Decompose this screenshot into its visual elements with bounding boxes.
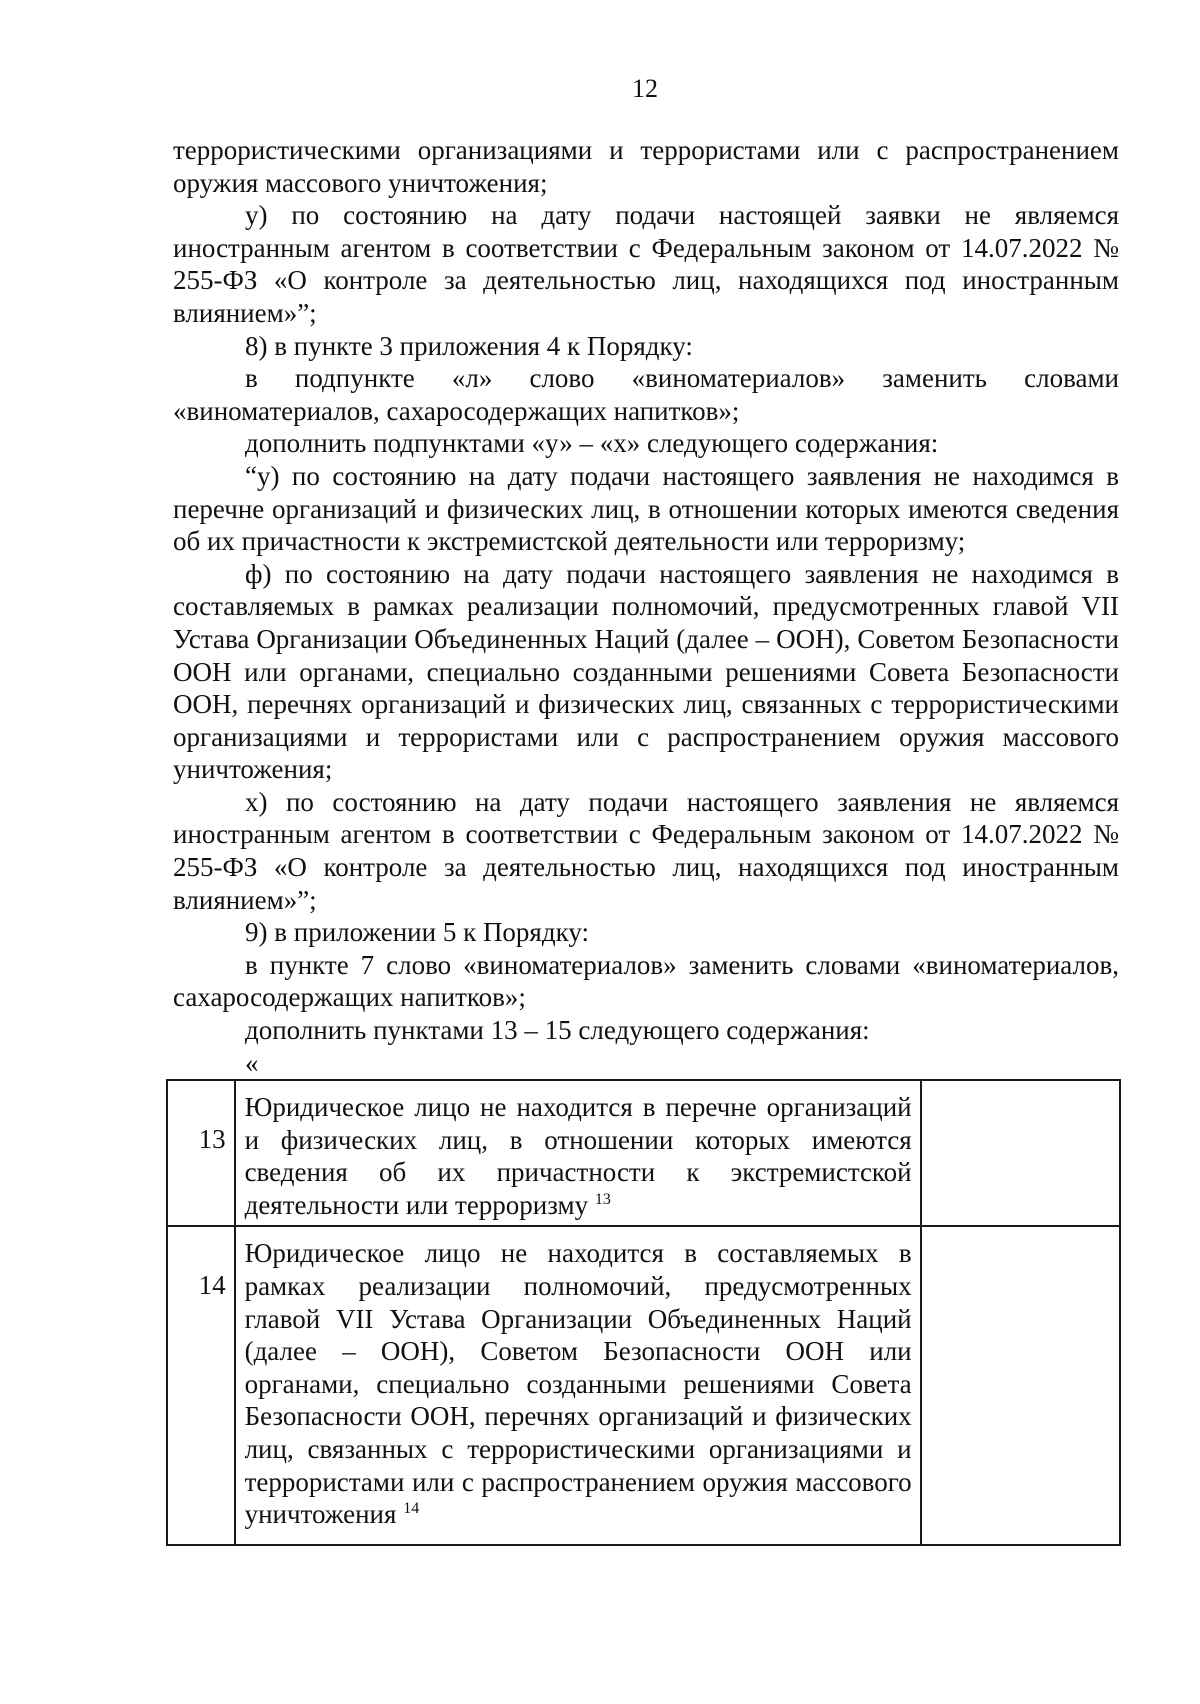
row-text-content: Юридическое лицо не находится в перечне организаций и физических лиц, в отношении которых имеются сведения об их причастности к экстремистской деятельности или терроризму (244, 1092, 912, 1220)
paragraph-continuation: террористическими организациями и террористами или с распространением оружия массового уничтожения; (173, 135, 1119, 198)
paragraph-item-h: х) по состоянию на дату подачи настоящего заявления не являемся иностранным агентом в соответствии с Федеральным законом от 14.07.2022 № 255-ФЗ «О контроле за деятельностью лиц, находящихся под иностранным влиянием»”; (173, 786, 1119, 915)
row-number: 13 (167, 1080, 235, 1226)
paragraph-point-7: в пункте 7 слово «виноматериалов» заменить словами «виноматериалов, сахаросодержащих напитков»; (173, 949, 1119, 1013)
table-row (167, 1226, 1120, 1545)
paragraph-point-8: 8) в пункте 3 приложения 4 к Порядку: (245, 330, 693, 361)
paragraph-item-u-application: у) по состоянию на дату подачи настоящей заявки не являемся иностранным агентом в соответствии с Федеральным законом от 14.07.2022 № 255-ФЗ «О контроле за деятельностью лиц, находящихся под иностранным влиянием»”; (173, 200, 1119, 328)
paragraph-item-f: ф) по состоянию на дату подачи настоящего заявления не находимся в составляемых в рамках реализации полномочий, предусмотренных главой VII Устава Организации Объединенных Наций (далее – ООН), Советом Безопасности ООН или органами, специально созданными решениями Совета Безопасности ООН, перечнях организаций и физических лиц, связанных с террористическими организациями и террористами или с распространением оружия массового уничтожения; (173, 558, 1119, 785)
paragraph-item-u-statement: “у) по состоянию на дату подачи настоящего заявления не находимся в перечне организаций и физических лиц, в отношении которых имеются сведения об их причастности к экстремистской деятельности или терроризму; (173, 460, 1119, 557)
row-empty-cell (921, 1226, 1120, 1545)
row-number: 14 (167, 1226, 235, 1545)
footnote-marker: 13 (594, 1190, 611, 1208)
document-body (173, 134, 1119, 1079)
paragraph-add-subpoints: дополнить подпунктами «у» – «х» следующего содержания: (245, 428, 939, 459)
row-text (235, 1080, 921, 1226)
paragraph-subpoint-l: в подпункте «л» слово «виноматериалов» заменить словами «виноматериалов, сахаросодержащих напитков»; (173, 363, 1119, 426)
paragraph-point-9: 9) в приложении 5 к Порядку: (245, 917, 589, 948)
row-empty-cell (921, 1080, 1120, 1226)
opening-quote: « (245, 1047, 259, 1078)
row-text-content: Юридическое лицо не находится в составляемых в рамках реализации полномочий, предусмотренных главой VII Устава Организации Объединенных Наций (далее – ООН), Советом Безопасности ООН или органами, специально созданными решениями Совета Безопасности ООН, перечнях организаций и физических лиц, связанных с террористическими организациями и террористами или с распространением оружия массового уничтожения (244, 1238, 912, 1530)
footnote-marker: 14 (403, 1500, 420, 1518)
paragraph-add-points: дополнить пунктами 13 – 15 следующего содержания: (245, 1015, 870, 1046)
row-text (235, 1226, 921, 1545)
page-number: 12 (632, 74, 658, 103)
table-row (167, 1080, 1120, 1226)
criteria-table (166, 1079, 1121, 1546)
